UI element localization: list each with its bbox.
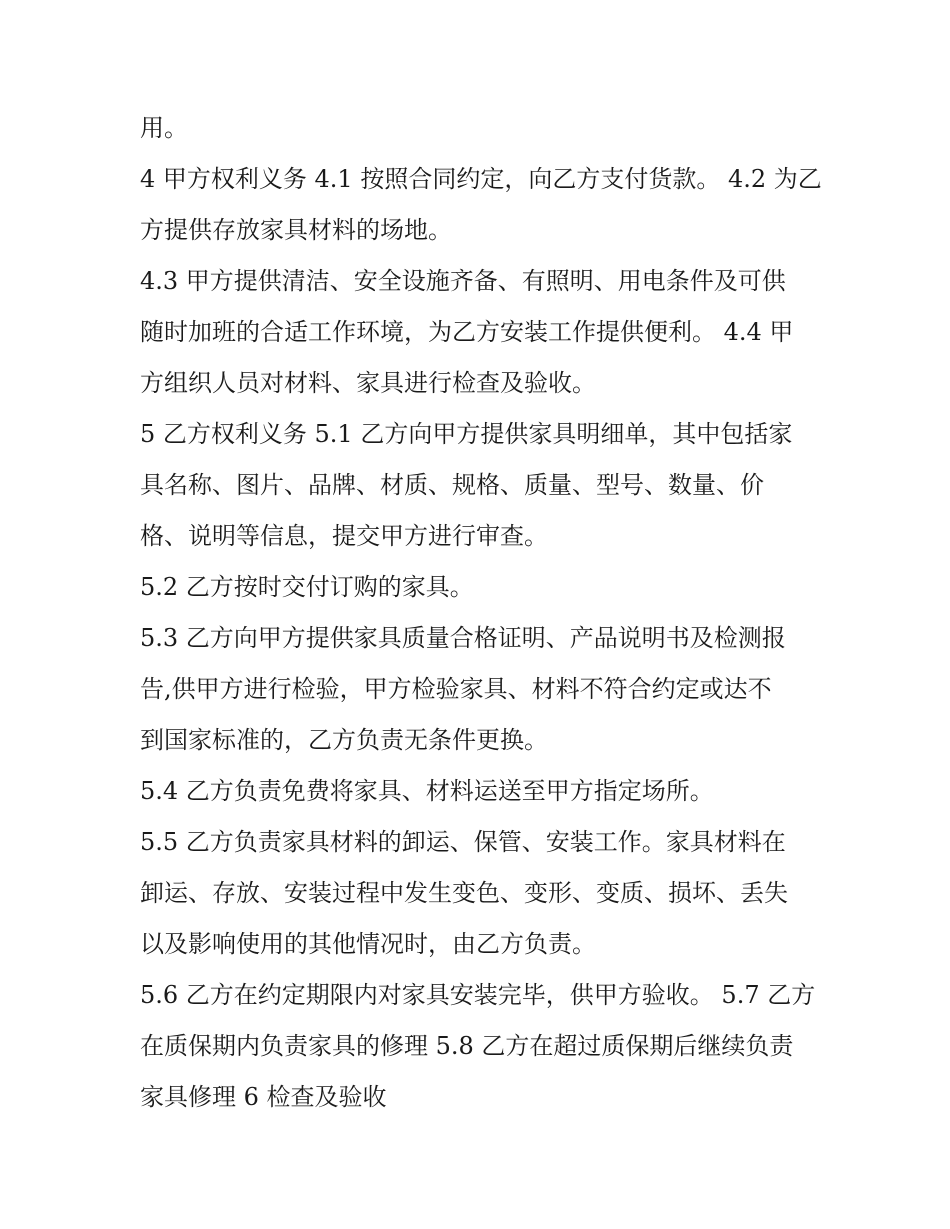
text-line: 格、说明等信息，提交甲方进行审查。 bbox=[140, 522, 548, 550]
text-line: 家具修理 6 检查及验收 bbox=[140, 1083, 387, 1111]
text-line: 5.6 乙方在约定期限内对家具安装完毕，供甲方验收。 5.7 乙方 bbox=[140, 981, 816, 1009]
text-line: 5 乙方权利义务 5.1 乙方向甲方提供家具明细单，其中包括家 bbox=[140, 420, 793, 448]
text-line: 用。 bbox=[140, 114, 188, 142]
text-line: 4 甲方权利义务 4.1 按照合同约定，向乙方支付货款。 4.2 为乙 bbox=[140, 165, 822, 193]
text-line: 5.2 乙方按时交付订购的家具。 bbox=[140, 573, 474, 601]
text-line: 5.4 乙方负责免费将家具、材料运送至甲方指定场所。 bbox=[140, 777, 714, 805]
text-line: 5.3 乙方向甲方提供家具质量合格证明、产品说明书及检测报 bbox=[140, 624, 786, 652]
text-line: 方提供存放家具材料的场地。 bbox=[140, 216, 452, 244]
text-line: 卸运、存放、安装过程中发生变色、变形、变质、损坏、丢失 bbox=[140, 879, 788, 907]
text-line: 5.5 乙方负责家具材料的卸运、保管、安装工作。家具材料在 bbox=[140, 828, 786, 856]
text-line: 方组织人员对材料、家具进行检查及验收。 bbox=[140, 369, 596, 397]
contract-text bbox=[140, 103, 820, 1123]
text-line: 在质保期内负责家具的修理 5.8 乙方在超过质保期后继续负责 bbox=[140, 1032, 794, 1060]
text-line: 具名称、图片、品牌、材质、规格、质量、型号、数量、价 bbox=[140, 471, 764, 499]
text-line: 以及影响使用的其他情况时，由乙方负责。 bbox=[140, 930, 596, 958]
text-line: 告,供甲方进行检验，甲方检验家具、材料不符合约定或达不 bbox=[140, 675, 772, 703]
text-line: 到国家标准的，乙方负责无条件更换。 bbox=[140, 726, 548, 754]
text-line: 随时加班的合适工作环境，为乙方安装工作提供便利。 4.4 甲 bbox=[140, 318, 794, 346]
text-line: 4.3 甲方提供清洁、安全设施齐备、有照明、用电条件及可供 bbox=[140, 267, 786, 295]
